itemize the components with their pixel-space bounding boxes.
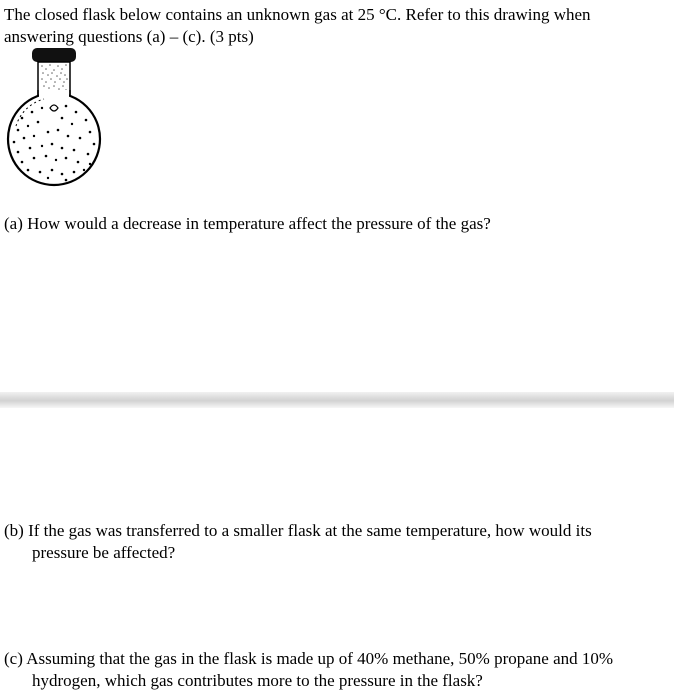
intro-line-2: answering questions (a) – (c). (3 pts) bbox=[4, 27, 254, 46]
question-c-text-line-2: hydrogen, which gas contributes more to the pressure in the flask? bbox=[32, 671, 483, 690]
question-b bbox=[4, 520, 592, 564]
question-b-label: (b) bbox=[4, 521, 24, 540]
flask-bulb bbox=[8, 93, 100, 185]
question-a bbox=[4, 213, 491, 235]
section-divider bbox=[0, 392, 674, 408]
question-c bbox=[4, 648, 613, 692]
question-b-text-line-2: pressure be affected? bbox=[32, 543, 176, 562]
flask-with-gas-particles-icon bbox=[4, 46, 104, 190]
intro-line-1: The closed flask below contains an unknown gas at 25 °C. Refer to this drawing when bbox=[4, 5, 591, 24]
question-c-text-line-1: Assuming that the gas in the flask is made up of 40% methane, 50% propane and 10% bbox=[26, 649, 614, 668]
question-a-label: (a) bbox=[4, 214, 23, 233]
flask-figure bbox=[4, 46, 104, 195]
question-c-label: (c) bbox=[4, 649, 23, 668]
question-a-text: How would a decrease in temperature affect the pressure of the gas? bbox=[27, 214, 491, 233]
question-b-text-line-1: If the gas was transferred to a smaller flask at the same temperature, how would its bbox=[28, 521, 592, 540]
stopper-cap bbox=[32, 48, 76, 62]
